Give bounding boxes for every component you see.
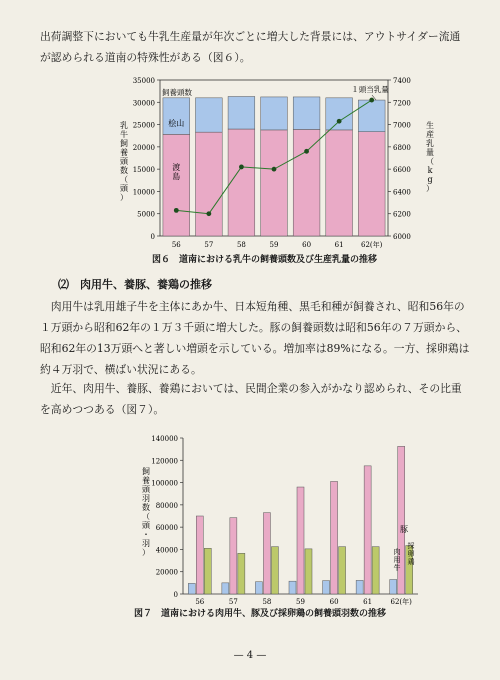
fig7-bar-豚 <box>297 487 304 594</box>
fig6-milk-yield-point <box>206 211 211 216</box>
fig7-y-tick-label: 120000 <box>151 457 178 466</box>
fig7-bar-肉用牛 <box>289 581 296 594</box>
fig6-bar-桧山 <box>163 98 190 135</box>
fig6-y-axis-label: 頭 <box>120 157 128 166</box>
fig7-series-label-採卵鶏: 採 <box>407 542 415 550</box>
fig6-left-tick-label: 0 <box>150 233 155 241</box>
livestock-paragraph: 肉用牛は乳用雄子牛を主体にあか牛、日本短角種、黒毛和種が飼養され、昭和56年の１万頭から昭和62年の１万３千頭に増大した。豚の飼養頭数は昭和56年の７万頭から、昭和62年の13万頭へと著しい増頭を示している。増加率は89%になる。一方、採卵鶏は約４万羽で、横ばい状況にある。 <box>40 300 470 376</box>
fig7-x-tick-label: 56 <box>195 598 205 606</box>
fig6-left-tick-label: 30000 <box>132 99 155 108</box>
fig7-y-axis-label: 羽 <box>142 494 150 503</box>
fig6-y2-axis-label: 産 <box>426 130 434 139</box>
fig6-right-tick-label: 6800 <box>393 143 411 152</box>
fig7-bar-肉用牛 <box>255 582 262 594</box>
fig6-y2-axis-label: ） <box>426 184 434 193</box>
fig6-y2-axis-label: 生 <box>426 121 434 130</box>
fig6-line-label: １頭当乳量 <box>351 85 389 94</box>
fig7-series-label-採卵鶏: 鶏 <box>407 558 415 566</box>
fig7-x-tick-label: 61 <box>363 598 373 606</box>
fig6-x-tick-label: 61 <box>334 241 344 249</box>
fig6-left-tick-label: 25000 <box>132 121 155 130</box>
fig7-bar-豚 <box>331 481 338 594</box>
fig7-bar-採卵鶏 <box>204 548 211 594</box>
fig6-right-tick-label: 6000 <box>393 233 411 241</box>
fig7-y-tick-label: 80000 <box>155 501 178 510</box>
fig6-y2-axis-label: g <box>427 175 433 184</box>
fig7-series-label-肉用牛: 用 <box>393 556 401 564</box>
fig7-x-tick-label: 62(年) <box>390 598 412 606</box>
fig7-bar-肉用牛 <box>188 583 195 594</box>
fig6-bar-渡島 <box>163 134 190 236</box>
fig7-bar-肉用牛 <box>356 580 363 594</box>
fig6-y2-axis-label: k <box>427 166 433 175</box>
fig6-y2-axis-label: 量 <box>426 148 434 157</box>
fig6-y2-axis-label: 乳 <box>426 139 434 148</box>
fig6-milk-yield-point <box>272 167 277 172</box>
fig6-right-tick-label: 6400 <box>393 188 411 197</box>
fig7-y-tick-label: 0 <box>173 591 178 599</box>
fig6-bar-桧山 <box>228 96 255 129</box>
figure7-caption: 図７ 道南における肉用牛、豚及び採卵鶏の飼養頭羽数の推移 <box>134 609 387 619</box>
fig7-bar-採卵鶏 <box>339 547 346 594</box>
fig6-left-tick-label: 5000 <box>137 210 155 219</box>
fig6-right-tick-label: 7400 <box>393 77 411 85</box>
fig6-legend-header: 飼養頭数 <box>162 88 192 97</box>
fig6-series-label-渡島: 島 <box>172 172 181 181</box>
fig7-y-tick-label: 100000 <box>151 479 178 488</box>
fig6-left-tick-label: 10000 <box>132 188 155 197</box>
fig7-series-label-採卵鶏: 卵 <box>407 550 415 558</box>
fig6-bar-渡島 <box>358 132 385 236</box>
fig7-y-axis-label: 飼 <box>142 467 150 476</box>
fig7-y-tick-label: 20000 <box>155 568 178 577</box>
fig6-bar-渡島 <box>196 132 223 236</box>
fig6-left-tick-label: 15000 <box>132 166 155 175</box>
page-number: — 4 — <box>233 650 267 661</box>
fig7-bar-肉用牛 <box>222 583 229 594</box>
fig7-bar-採卵鶏 <box>238 553 245 594</box>
fig6-right-tick-label: 7000 <box>393 121 411 130</box>
fig6-y-axis-label: ） <box>120 193 128 202</box>
fig6-milk-yield-point <box>369 98 374 103</box>
fig7-x-tick-label: 57 <box>228 598 238 606</box>
fig6-x-tick-label: 60 <box>302 241 312 249</box>
fig6-bar-桧山 <box>326 98 353 130</box>
fig7-series-label-肉用牛: 牛 <box>393 564 401 572</box>
fig7-bar-豚 <box>196 516 203 594</box>
fig7-y-axis-label: 頭 <box>142 485 150 494</box>
fig7-y-axis-label: ・ <box>142 530 150 539</box>
fig6-y-axis-label: 牛 <box>120 130 128 139</box>
fig6-y-axis-label: 養 <box>120 148 128 157</box>
fig7-bar-採卵鶏 <box>305 549 312 594</box>
fig7-bar-肉用牛 <box>323 581 330 594</box>
section-heading: ⑵ 肉用牛、養豚、養鶏の推移 <box>58 278 212 291</box>
fig6-left-tick-label: 20000 <box>132 143 155 152</box>
fig6-x-tick-label: 62(年) <box>361 241 383 249</box>
fig6-bar-渡島 <box>326 130 353 236</box>
fig7-bar-採卵鶏 <box>372 547 379 594</box>
fig7-y-tick-label: 60000 <box>155 524 178 533</box>
fig6-right-tick-label: 7200 <box>393 99 411 108</box>
fig6-x-tick-label: 56 <box>171 241 181 249</box>
fig6-y-axis-label: 飼 <box>120 139 128 148</box>
fig7-y-axis-label: ） <box>142 548 150 557</box>
fig6-milk-yield-point <box>239 165 244 170</box>
fig7-bar-豚 <box>364 466 371 594</box>
fig6-milk-yield-point <box>304 149 309 154</box>
fig6-milk-yield-point <box>337 119 342 124</box>
fig7-x-tick-label: 59 <box>296 598 305 606</box>
fig7-y-axis-label: 養 <box>142 476 150 485</box>
fig7-x-tick-label: 58 <box>262 598 272 606</box>
fig6-y-axis-label: （ <box>120 175 128 184</box>
figure6-caption: 図６ 道南における乳牛の飼養頭数及び生産乳量の推移 <box>152 255 378 265</box>
fig7-bar-豚 <box>263 513 270 594</box>
fig7-y-axis-label: 数 <box>142 503 150 512</box>
fig6-y2-axis-label: （ <box>426 157 434 166</box>
fig6-bar-渡島 <box>261 130 288 236</box>
fig6-right-tick-label: 6200 <box>393 210 411 219</box>
fig7-y-axis-label: 羽 <box>142 539 150 548</box>
fig7-series-label-豚: 豚 <box>400 525 408 534</box>
fig6-bar-桧山 <box>293 97 320 130</box>
fig7-bar-採卵鶏 <box>271 547 278 594</box>
fig7-x-tick-label: 60 <box>329 598 339 606</box>
fig6-bar-渡島 <box>293 129 320 236</box>
fig6-bar-渡島 <box>228 129 255 236</box>
fig7-series-label-肉用牛: 肉 <box>393 548 401 556</box>
fig6-bar-桧山 <box>261 97 288 130</box>
fig6-x-tick-label: 57 <box>204 241 214 249</box>
fig6-left-tick-label: 35000 <box>132 77 155 85</box>
fig7-y-axis-label: （ <box>142 512 150 521</box>
fig6-y-axis-label: 乳 <box>120 121 128 130</box>
fig6-bar-桧山 <box>196 98 223 132</box>
fig6-y-axis-label: 頭 <box>120 184 128 193</box>
fig6-milk-yield-point <box>174 208 179 213</box>
fig7-y-tick-label: 140000 <box>151 435 178 443</box>
fig6-right-tick-label: 6600 <box>393 166 411 175</box>
fig7-bar-肉用牛 <box>390 580 397 594</box>
fig6-bar-桧山 <box>358 100 385 132</box>
fig6-x-tick-label: 59 <box>269 241 279 249</box>
fig6-series-label-渡島: 渡 <box>172 163 181 172</box>
fig6-series-label-桧山: 桧山 <box>168 119 185 128</box>
fig7-y-axis-label: 頭 <box>142 521 150 530</box>
fig7-y-tick-label: 40000 <box>155 546 178 555</box>
fig7-bar-豚 <box>230 518 237 594</box>
fig6-x-tick-label: 58 <box>236 241 246 249</box>
intro-paragraph: 出荷調整下においても牛乳生産量が年次ごとに増大した背景には、アウトサイダー流通が認められる道南の特殊性がある（図６）。 <box>40 30 461 64</box>
fig6-y-axis-label: 数 <box>120 166 128 175</box>
private-sector-paragraph: 近年、肉用牛、養豚、養鶏においては、民間企業の参入がかなり認められ、その比重を高めつつある（図７）。 <box>40 382 462 416</box>
